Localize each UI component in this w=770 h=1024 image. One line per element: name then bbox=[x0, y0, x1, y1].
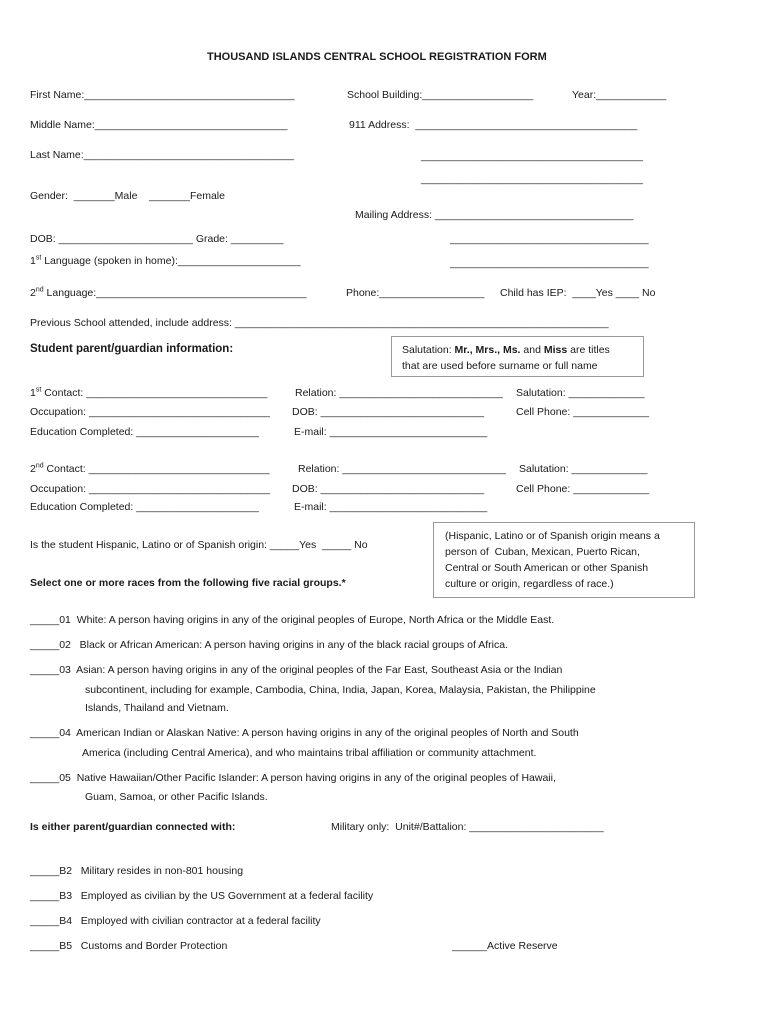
race-option-05[interactable]: _____05 Native Hawaiian/Other Pacific Islander: A person having origins in any of the original peoples of Hawaii, bbox=[30, 772, 556, 784]
race-option-02[interactable]: _____02 Black or African American: A person having origins in any of the black racial groups of Africa. bbox=[30, 639, 509, 651]
contact-1-education[interactable]: Education Completed: _____________________ bbox=[30, 426, 259, 438]
first-language-label: Language (spoken in home):_____________________ bbox=[41, 255, 301, 267]
contact-1-dob[interactable]: DOB: ____________________________ bbox=[292, 406, 485, 418]
contact-1-email[interactable]: E-mail: ___________________________ bbox=[294, 426, 488, 438]
salutation-suffix: are titles bbox=[567, 344, 610, 356]
contact-2-field[interactable]: 2nd Contact: _______________________________ bbox=[30, 462, 270, 475]
contact-2-education[interactable]: Education Completed: _____________________ bbox=[30, 501, 259, 513]
salutation-note-box bbox=[391, 336, 644, 377]
first-name-field[interactable]: First Name:____________________________________ bbox=[30, 89, 295, 101]
second-language-label: Language:____________________________________ bbox=[43, 287, 307, 299]
mailing-address-line-3[interactable]: __________________________________ bbox=[450, 257, 649, 269]
contact-1-cell-phone[interactable]: Cell Phone: _____________ bbox=[516, 406, 650, 418]
ordinal-suffix: nd bbox=[35, 462, 44, 470]
hispanic-note-box bbox=[433, 522, 695, 598]
salutation-miss: Miss bbox=[543, 344, 568, 356]
contact-1-field[interactable]: 1st Contact: _______________________________ bbox=[30, 386, 268, 399]
gender-field[interactable]: Gender: _______Male _______Female bbox=[30, 190, 225, 202]
race-option-05-line-2: Guam, Samoa, or other Pacific Islands. bbox=[85, 791, 268, 803]
second-language-field[interactable]: 2nd Language:____________________________________ bbox=[30, 286, 307, 299]
mailing-address-field[interactable]: Mailing Address: __________________________________ bbox=[355, 209, 634, 221]
contact-2-cell-phone[interactable]: Cell Phone: _____________ bbox=[516, 483, 650, 495]
hispanic-note-line: Central or South American or other Spanish bbox=[445, 562, 649, 574]
military-option-b3[interactable]: _____B3 Employed as civilian by the US Government at a federal facility bbox=[30, 890, 374, 902]
year-field[interactable]: Year:____________ bbox=[572, 89, 667, 101]
military-option-b5[interactable]: _____B5 Customs and Border Protection bbox=[30, 940, 228, 952]
military-heading: Is either parent/guardian connected with: bbox=[30, 821, 236, 833]
race-option-04[interactable]: _____04 American Indian or Alaskan Native: A person having origins in any of the original peoples of North and South bbox=[30, 727, 579, 739]
contact-2-occupation[interactable]: Occupation: _______________________________ bbox=[30, 483, 270, 495]
salutation-titles: Mr., Mrs., Ms. bbox=[454, 344, 521, 356]
salutation-and: and bbox=[520, 344, 544, 356]
contact-1-occupation[interactable]: Occupation: _______________________________ bbox=[30, 406, 270, 418]
dob-grade-field[interactable]: DOB: _______________________ Grade: _________ bbox=[30, 233, 284, 245]
race-option-03[interactable]: _____03 Asian: A person having origins in any of the original peoples of the Far East, Southeast Asia or the Indian bbox=[30, 664, 563, 676]
hispanic-note-line: person of Cuban, Mexican, Puerto Rican, bbox=[445, 546, 640, 558]
previous-school-field[interactable]: Previous School attended, include address: ________________________________________________________________ bbox=[30, 317, 609, 329]
ordinal-suffix: nd bbox=[35, 286, 44, 294]
ordinal-suffix: st bbox=[35, 386, 42, 394]
mailing-address-line-2[interactable]: __________________________________ bbox=[450, 233, 649, 245]
contact-2-salutation[interactable]: Salutation: _____________ bbox=[519, 463, 648, 475]
race-option-04-line-2: America (including Central America), and who maintains tribal affiliation or community attachment. bbox=[82, 747, 537, 759]
page-title: THOUSAND ISLANDS CENTRAL SCHOOL REGISTRATION FORM bbox=[207, 51, 547, 63]
address-911-field[interactable]: 911 Address: ______________________________________ bbox=[349, 119, 638, 131]
salutation-line-2: that are used before surname or full name bbox=[402, 360, 598, 372]
race-option-03-line-3: Islands, Thailand and Vietnam. bbox=[85, 702, 229, 714]
contact-2-relation[interactable]: Relation: ____________________________ bbox=[298, 463, 506, 475]
contact-1-salutation[interactable]: Salutation: _____________ bbox=[516, 387, 645, 399]
guardian-heading: Student parent/guardian information: bbox=[30, 343, 234, 355]
hispanic-note-line: (Hispanic, Latino or of Spanish origin means a bbox=[445, 530, 660, 542]
hispanic-note-text bbox=[445, 528, 660, 592]
military-option-b2[interactable]: _____B2 Military resides in non-801 housing bbox=[30, 865, 244, 877]
first-language-field[interactable]: 1st Language (spoken in home):_____________________ bbox=[30, 254, 301, 267]
race-option-01[interactable]: _____01 White: A person having origins in any of the original peoples of Europe, North Africa or the Middle East. bbox=[30, 614, 555, 626]
address-911-line-2[interactable]: ______________________________________ bbox=[421, 150, 643, 162]
contact-2-dob[interactable]: DOB: ____________________________ bbox=[292, 483, 485, 495]
school-building-field[interactable]: School Building:___________________ bbox=[347, 89, 534, 101]
middle-name-field[interactable]: Middle Name:_________________________________ bbox=[30, 119, 288, 131]
race-heading: Select one or more races from the following five racial groups.* bbox=[30, 577, 346, 589]
contact-2-label: Contact: _______________________________ bbox=[43, 463, 270, 475]
contact-1-label: Contact: _______________________________ bbox=[41, 387, 268, 399]
hispanic-question[interactable]: Is the student Hispanic, Latino or of Spanish origin: _____Yes _____ No bbox=[30, 539, 368, 551]
iep-field[interactable]: Child has IEP: ____Yes ____ No bbox=[500, 287, 656, 299]
unit-battalion-field[interactable]: Military only: Unit#/Battalion: _______________________ bbox=[331, 821, 604, 833]
military-option-b4[interactable]: _____B4 Employed with civilian contractor at a federal facility bbox=[30, 915, 321, 927]
race-option-03-line-2: subcontinent, including for example, Cambodia, China, India, Japan, Korea, Malaysia, Pakistan, the Philippine bbox=[85, 684, 596, 696]
active-reserve-option[interactable]: ______Active Reserve bbox=[452, 940, 558, 952]
last-name-field[interactable]: Last Name:____________________________________ bbox=[30, 149, 294, 161]
ordinal-suffix: st bbox=[35, 254, 42, 262]
contact-1-relation[interactable]: Relation: ____________________________ bbox=[295, 387, 503, 399]
phone-field[interactable]: Phone:__________________ bbox=[346, 287, 485, 299]
salutation-note-text bbox=[402, 342, 610, 374]
address-911-line-3[interactable]: ______________________________________ bbox=[421, 173, 643, 185]
hispanic-note-line: culture or origin, regardless of race.) bbox=[445, 578, 614, 590]
contact-2-email[interactable]: E-mail: ___________________________ bbox=[294, 501, 488, 513]
salutation-prefix: Salutation: bbox=[402, 344, 455, 356]
